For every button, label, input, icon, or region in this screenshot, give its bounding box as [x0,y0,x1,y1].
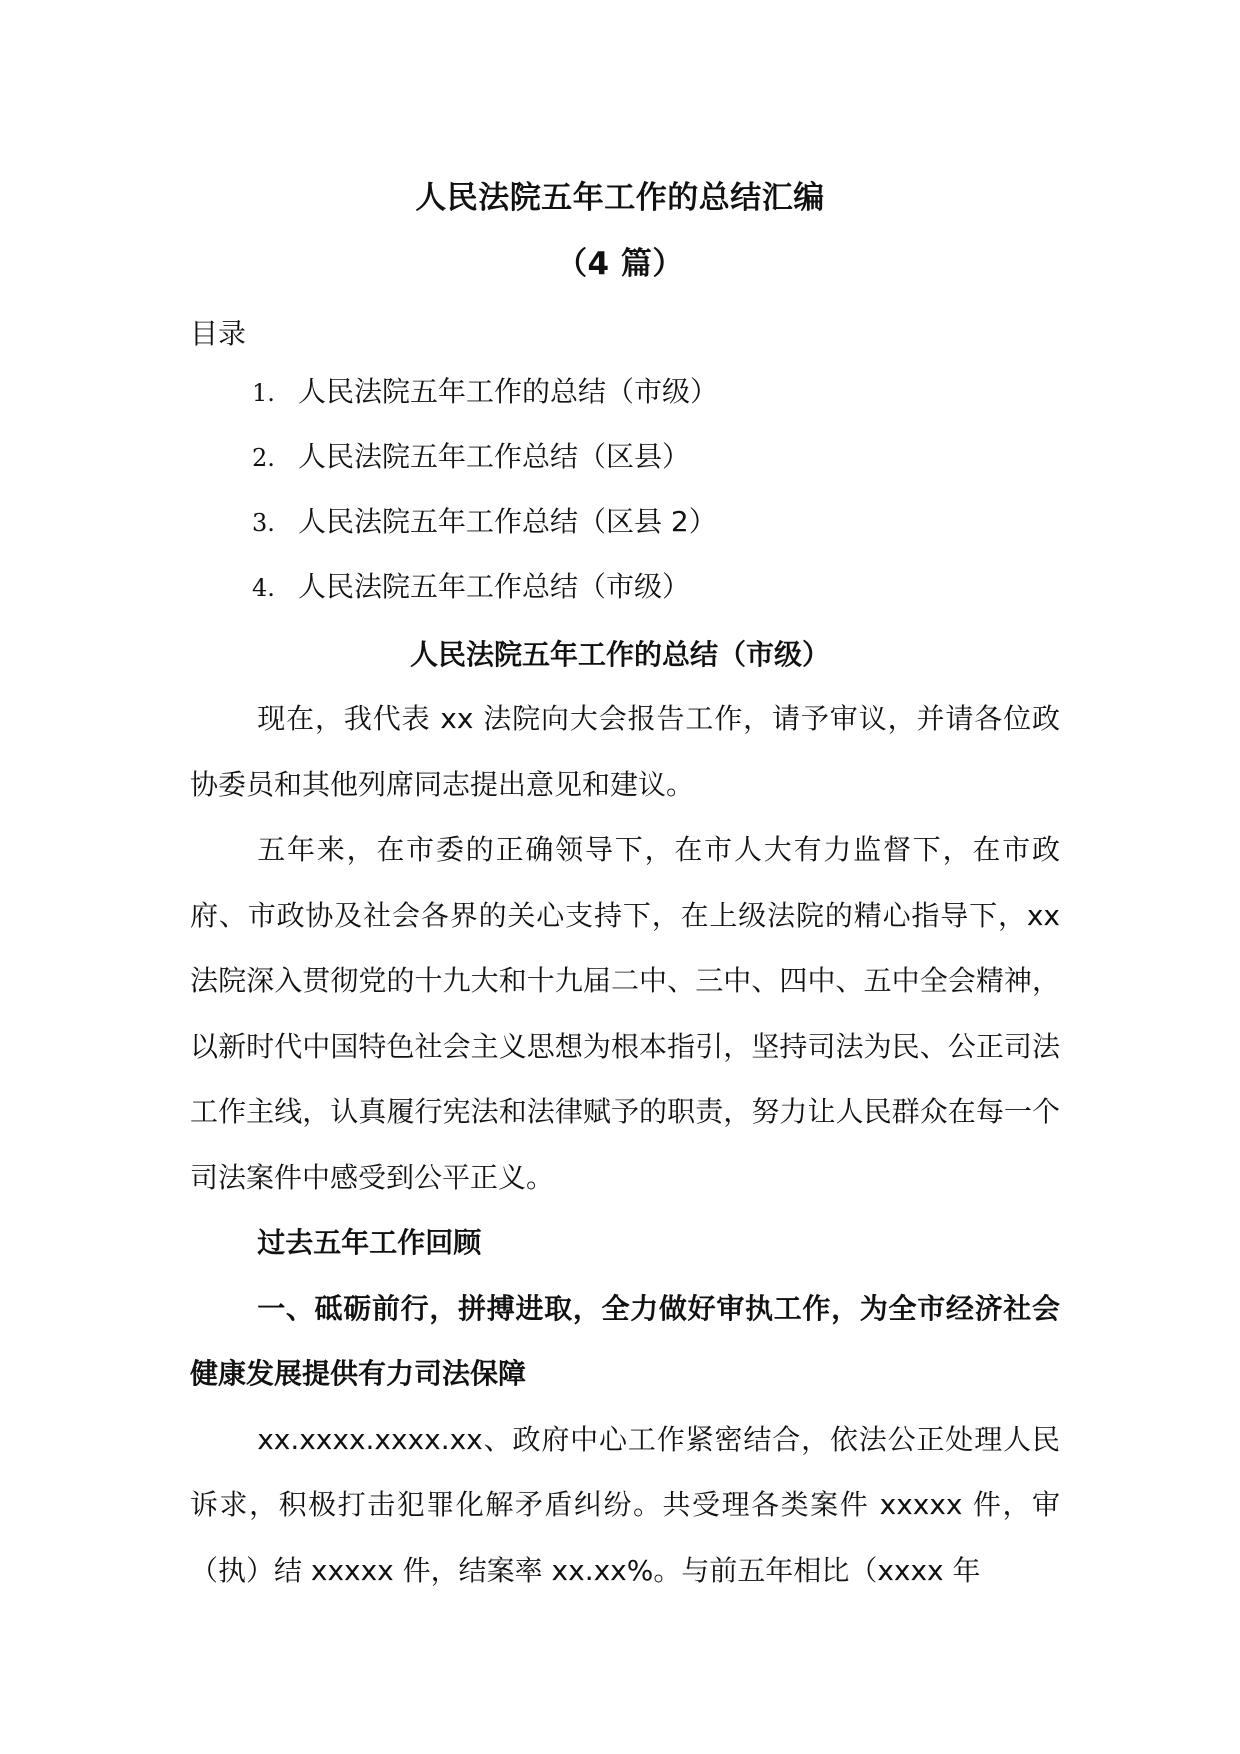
document-title: 人民法院五年工作的总结汇编 [415,180,825,216]
toc-heading: 目录 [190,317,247,350]
toc-item-label: 人民法院五年工作总结（区县） [298,440,691,473]
toc-item-number: 3. [252,509,275,537]
heading-section-one: 一、砥砺前行，拼搏进取，全力做好审执工作，为全市经济社会健康发展提供有力司法保障 [190,1291,1060,1390]
toc-item-label: 人民法院五年工作的总结（市级） [298,375,719,408]
toc-item [252,500,718,565]
toc-item-number: 2. [252,444,275,472]
toc-item-label: 人民法院五年工作总结（市级） [298,570,691,603]
table-of-contents [252,370,718,630]
paragraph-intro: 现在，我代表 xx 法院向大会报告工作，请予审议，并请各位政协委员和其他列席同志提出意见和建议。 [190,702,1060,801]
document-subtitle: （4 篇） [556,246,684,282]
document-body [190,686,1060,1603]
toc-item [252,435,718,500]
toc-item-label: 人民法院五年工作总结（区县 2） [298,505,717,538]
toc-item [252,565,718,630]
toc-item-number: 4. [252,574,275,602]
toc-item [252,370,718,435]
paragraph-case-stats: xx.xxxx.xxxx.xx、政府中心工作紧密结合，依法公正处理人民诉求，积极打击犯罪化解矛盾纠纷。共受理各类案件 xxxxx 件，审（执）结 xxxxx 件，结案率 xx.xx%。与前五年相比（xxxx 年 [190,1422,1060,1587]
section-title: 人民法院五年工作的总结（市级） [409,638,830,671]
paragraph-overview: 五年来，在市委的正确领导下，在市人大有力监督下，在市政府、市政协及社会各界的关心支持下，在上级法院的精心指导下，xx 法院深入贯彻党的十九大和十九届二中、三中、四中、五中全会精神，以新时代中国特色社会主义思想为根本指引，坚持司法为民、公正司法工作主线，认真履行宪法和法律赋予的职责，努力让人民群众在每一个司法案件中感受到公平正义。 [190,833,1060,1194]
toc-item-number: 1. [252,379,275,407]
heading-review: 过去五年工作回顾 [257,1226,482,1259]
